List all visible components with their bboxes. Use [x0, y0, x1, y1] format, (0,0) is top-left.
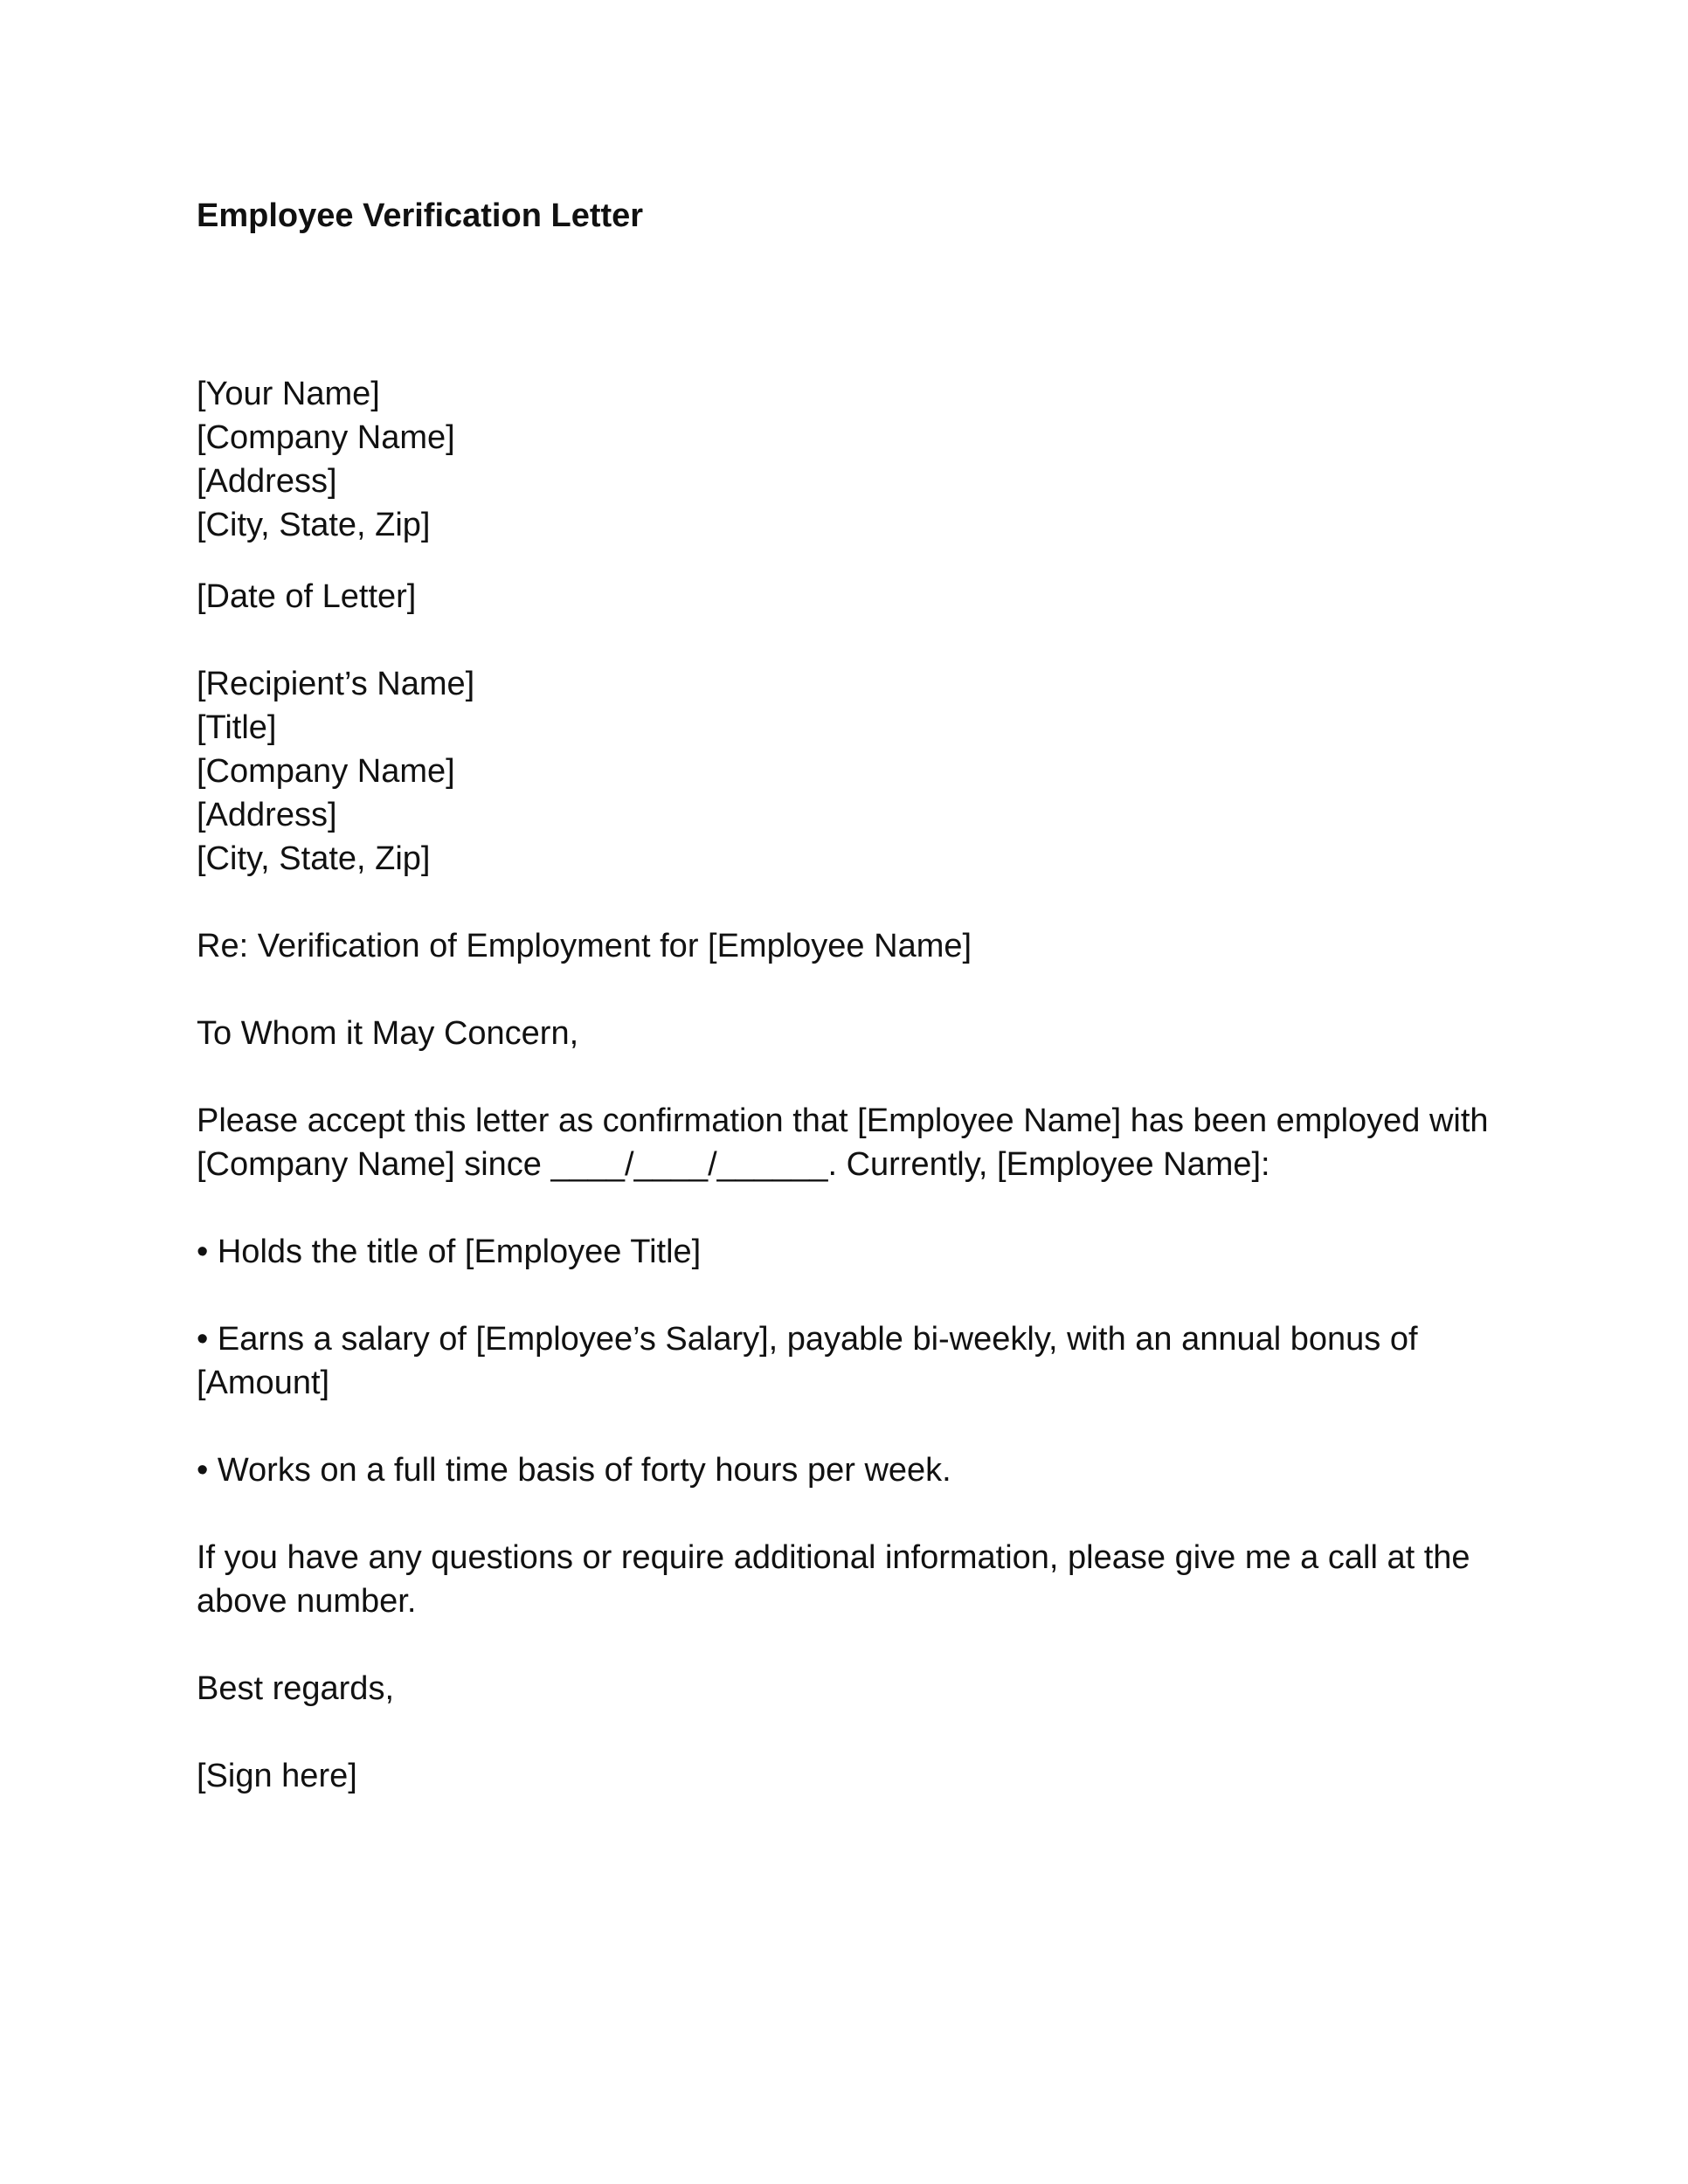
- bullet-text: • Works on a full time basis of forty hours per week.: [197, 1452, 951, 1489]
- bullet-item: [197, 1230, 1507, 1274]
- date-block: [197, 575, 1507, 619]
- signature-text: [Sign here]: [197, 1758, 357, 1794]
- letter-body: [197, 194, 1507, 1798]
- intro-line: [Company Name] since ____/____/______. Currently, [Employee Name]:: [197, 1146, 1270, 1183]
- subject-text: Re: Verification of Employment for [Employee Name]: [197, 928, 972, 964]
- bullet-text: • Earns a salary of [Employee’s Salary], payable bi-weekly, with an annual bonus of: [197, 1321, 1418, 1358]
- signoff: [197, 1667, 1507, 1711]
- document-title: Employee Verification Letter: [197, 197, 644, 234]
- bullet-item: [197, 1317, 1507, 1405]
- bullet-text: • Holds the title of [Employee Title]: [197, 1234, 702, 1270]
- subject-line: [197, 924, 1507, 968]
- closing-paragraph: [197, 1536, 1507, 1623]
- closing-line: If you have any questions or require additional information, please give me a call at the: [197, 1539, 1470, 1576]
- salutation: [197, 1012, 1507, 1055]
- recipient-address: [Address]: [197, 797, 337, 833]
- sender-address-block: [197, 372, 1507, 547]
- intro-paragraph: [197, 1099, 1507, 1186]
- bullet-text: [Amount]: [197, 1365, 330, 1401]
- sender-address: [Address]: [197, 463, 337, 500]
- signature-placeholder: [197, 1754, 1507, 1798]
- signoff-text: Best regards,: [197, 1670, 394, 1707]
- closing-line: above number.: [197, 1583, 417, 1620]
- sender-city-state-zip: [City, State, Zip]: [197, 507, 431, 543]
- sender-company: [Company Name]: [197, 419, 455, 456]
- sender-name: [Your Name]: [197, 376, 380, 412]
- salutation-text: To Whom it May Concern,: [197, 1015, 579, 1052]
- recipient-title: [Title]: [197, 709, 277, 746]
- recipient-company: [Company Name]: [197, 753, 455, 790]
- recipient-address-block: [197, 662, 1507, 881]
- bullet-item: [197, 1448, 1507, 1492]
- letter-date: [Date of Letter]: [197, 578, 417, 615]
- recipient-city-state-zip: [City, State, Zip]: [197, 840, 431, 877]
- intro-line: Please accept this letter as confirmation that [Employee Name] has been employed with: [197, 1102, 1489, 1139]
- recipient-name: [Recipient’s Name]: [197, 666, 475, 702]
